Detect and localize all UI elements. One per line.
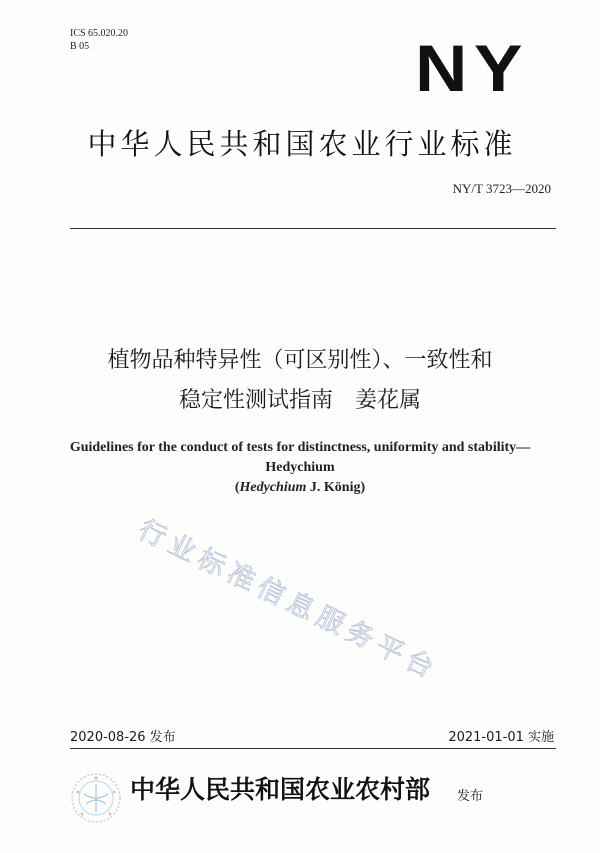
ics-code: ICS 65.020.20 (70, 28, 129, 39)
ccs-code: B 05 (70, 41, 90, 52)
issuing-ministry: 中华人民共和国农业农村部 (130, 775, 431, 804)
paren-open: ( (234, 480, 240, 495)
watermark: 行业标准信息服务平台 (133, 514, 444, 687)
chinese-title-line-1: 植物品种特异性（可区别性）、一致性和 (107, 348, 493, 373)
issuing-action: 发布 (457, 789, 484, 804)
english-title-line-2: Hedychium (265, 460, 335, 475)
genus-name: Hedychium (239, 480, 307, 495)
ministry-emblem-icon (70, 772, 122, 824)
top-divider (70, 228, 556, 229)
authority-name: J. König) (306, 480, 366, 495)
english-title-line-1: Guidelines for the conduct of tests for distinctness, uniformity and stability— (69, 440, 531, 455)
chinese-title-line-2: 稳定性测试指南 姜花属 (178, 388, 421, 413)
bottom-divider (70, 748, 556, 749)
standard-number: NY/T 3723—2020 (452, 181, 551, 196)
standard-category-title: 中华人民共和国农业行业标准 (87, 127, 517, 161)
ny-logo: NY (415, 31, 530, 105)
issue-date: 2020-08-26 发布 (70, 730, 176, 745)
english-title-line-3 (40, 478, 560, 497)
implementation-date: 2021-01-01 实施 (448, 730, 554, 745)
classification-codes (70, 27, 128, 53)
